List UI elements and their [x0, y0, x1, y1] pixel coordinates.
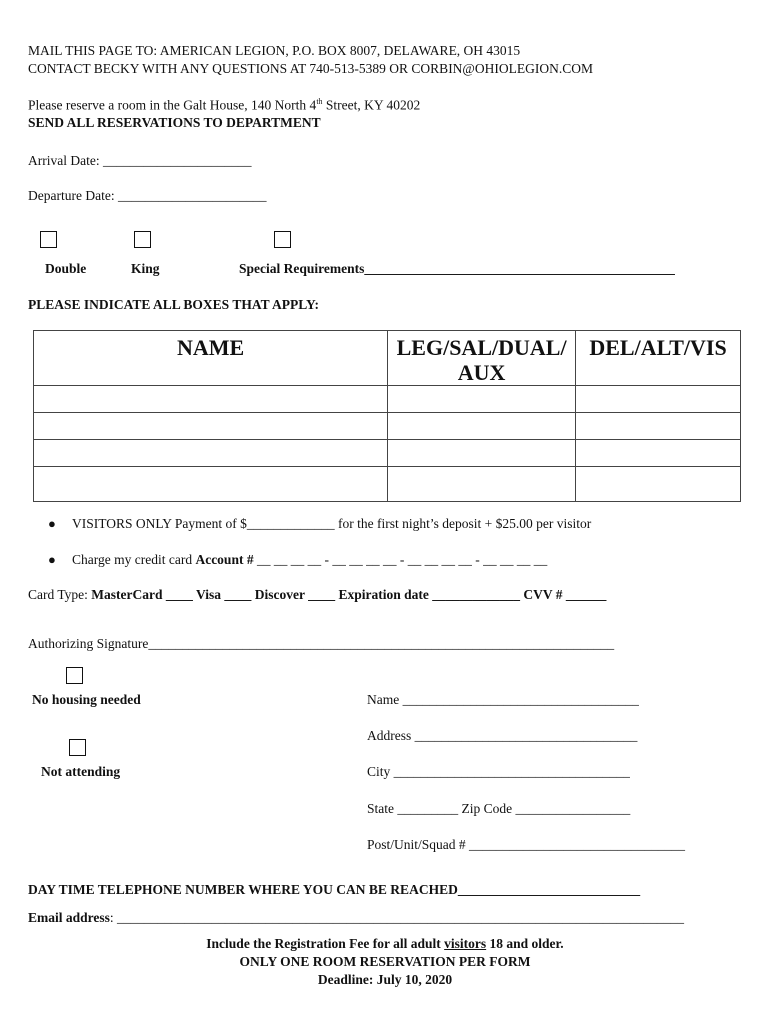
table-header-row — [34, 331, 741, 386]
type-cell[interactable] — [388, 467, 576, 502]
visitors-payment-field[interactable]: VISITORS ONLY Payment of $_____________ for the first night’s deposit + $25.00 per visitor — [72, 516, 592, 531]
reserve-suffix: Street, KY 40202 — [322, 97, 421, 113]
name-cell[interactable] — [34, 440, 388, 467]
one-room-note: ONLY ONE ROOM RESERVATION PER FORM — [239, 954, 531, 969]
bullet-icon: ● — [48, 552, 56, 567]
contact-instruction: CONTACT BECKY WITH ANY QUESTIONS AT 740-513-5389 OR CORBIN@OHIOLEGION.COM — [28, 61, 593, 76]
email-label: Email address — [28, 910, 110, 925]
reserve-sup: th — [316, 97, 323, 106]
email-line: : ____________________________________________________________________________________ — [109, 910, 685, 925]
address-field[interactable]: Address _________________________________ — [367, 728, 638, 743]
table-row — [34, 386, 741, 413]
leg-sal-dual-aux-column-header: LEG/SAL/DUAL/ AUX — [388, 331, 576, 386]
table-row — [34, 413, 741, 440]
reg-visitors: visitors — [444, 936, 487, 951]
name-column-header: NAME — [34, 331, 388, 386]
double-checkbox[interactable] — [40, 231, 57, 248]
state-zip-field[interactable]: State _________ Zip Code _________________ — [367, 801, 631, 816]
king-checkbox[interactable] — [134, 231, 151, 248]
departure-date-field[interactable]: Departure Date: ______________________ — [28, 188, 267, 203]
charge-prefix: Charge my credit card — [72, 552, 196, 567]
deadline-note: Deadline: July 10, 2020 — [317, 972, 453, 987]
city-field[interactable]: City ___________________________________ — [367, 764, 630, 779]
role-cell[interactable] — [576, 413, 741, 440]
account-label: Account # — [195, 552, 254, 567]
special-checkbox[interactable] — [274, 231, 291, 248]
arrival-date-field[interactable]: Arrival Date: ______________________ — [28, 153, 252, 168]
role-cell[interactable] — [576, 467, 741, 502]
post-unit-squad-field[interactable]: Post/Unit/Squad # ________________________________ — [367, 837, 686, 852]
name-cell[interactable] — [34, 386, 388, 413]
reserve-line — [28, 97, 420, 114]
name-cell[interactable] — [34, 413, 388, 440]
card-type-label: Card Type: — [28, 587, 92, 602]
role-cell[interactable] — [576, 440, 741, 467]
reg-prefix: Include the Registration Fee for all adult — [206, 936, 445, 951]
table-row — [34, 440, 741, 467]
type-cell[interactable] — [388, 386, 576, 413]
not-attending-checkbox[interactable] — [69, 739, 86, 756]
reg-suffix: 18 and older. — [486, 936, 564, 951]
not-attending-label: Not attending — [41, 764, 121, 779]
card-type-options[interactable]: MasterCard ____ Visa ____ Discover ____ Expiration date _____________ CVV # ______ — [91, 587, 607, 602]
name-field[interactable]: Name ___________________________________ — [367, 692, 639, 707]
no-housing-label: No housing needed — [32, 692, 141, 707]
daytime-phone-field[interactable]: DAY TIME TELEPHONE NUMBER WHERE YOU CAN BE REACHED___________________________ — [28, 882, 641, 897]
attendee-table — [33, 330, 741, 502]
type-cell[interactable] — [388, 413, 576, 440]
mail-instruction: MAIL THIS PAGE TO: AMERICAN LEGION, P.O. BOX 8007, DELAWARE, OH 43015 — [28, 43, 521, 58]
king-label: King — [131, 261, 160, 276]
indicate-boxes-heading: PLEASE INDICATE ALL BOXES THAT APPLY: — [28, 297, 319, 312]
table-row — [34, 467, 741, 502]
role-cell[interactable] — [576, 386, 741, 413]
send-all-heading: SEND ALL RESERVATIONS TO DEPARTMENT — [28, 115, 321, 130]
special-requirements-field[interactable]: Special Requirements______________________________________________ — [239, 261, 675, 276]
card-type-line[interactable] — [28, 587, 606, 603]
no-housing-checkbox[interactable] — [66, 667, 83, 684]
email-field[interactable] — [28, 910, 684, 926]
authorizing-signature-field[interactable]: Authorizing Signature_____________________________________________________________________ — [28, 636, 615, 651]
double-label: Double — [45, 261, 87, 276]
account-blanks: __ __ __ __ - __ __ __ __ - __ __ __ __ - __ __ __ __ — [253, 552, 548, 567]
credit-card-account-field[interactable] — [72, 552, 547, 568]
registration-fee-note — [0, 936, 770, 952]
name-cell[interactable] — [34, 467, 388, 502]
bullet-icon: ● — [48, 516, 56, 531]
type-cell[interactable] — [388, 440, 576, 467]
del-alt-vis-column-header: DEL/ALT/VIS — [576, 331, 741, 386]
reserve-prefix: Please reserve a room in the Galt House, 140 North 4 — [28, 97, 317, 113]
